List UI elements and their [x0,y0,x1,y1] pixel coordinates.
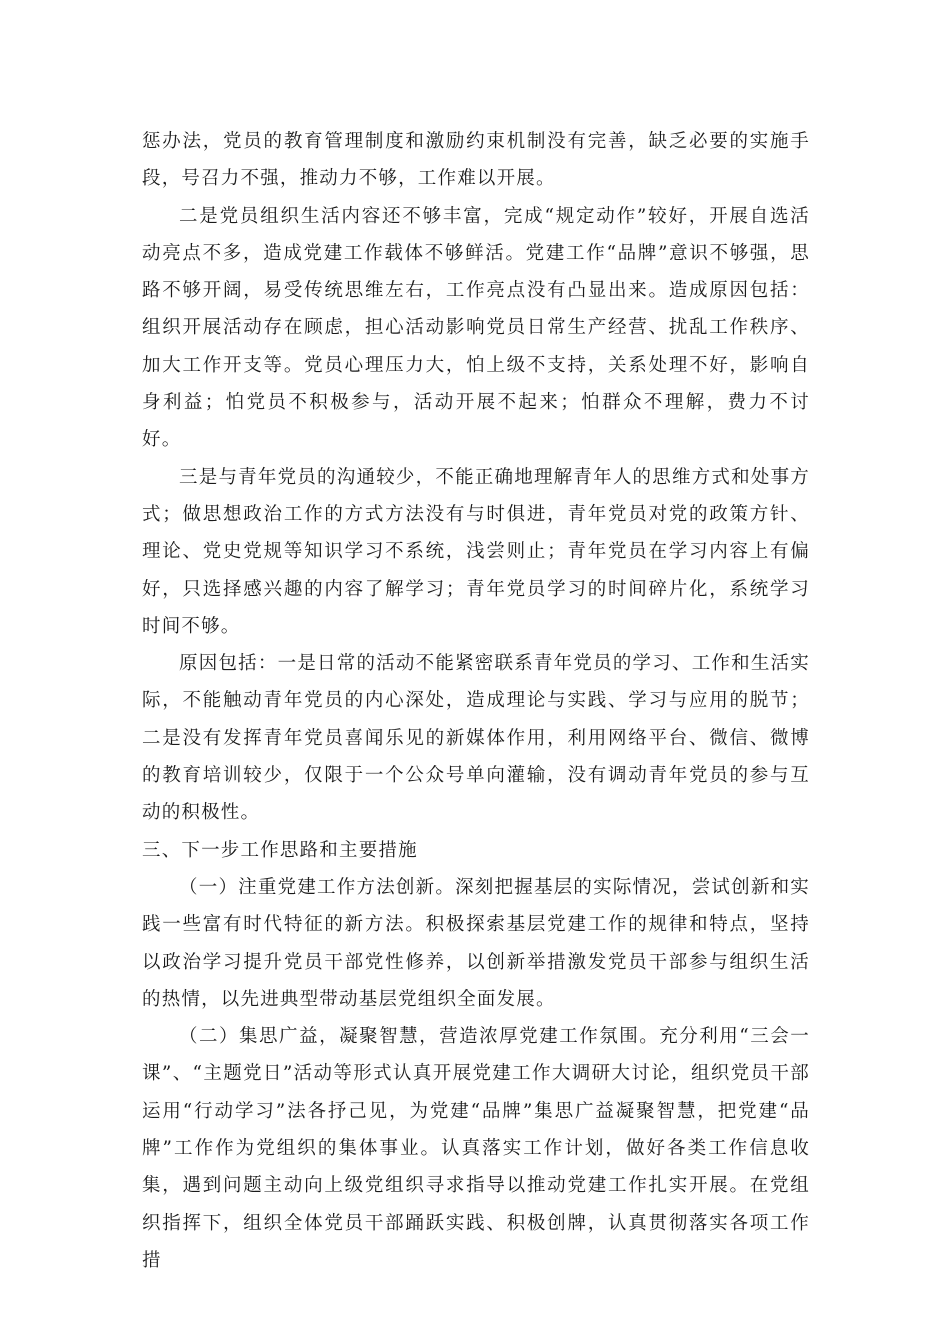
paragraph-continuation: 惩办法，党员的教育管理制度和激励约束机制没有完善，缺乏必要的实施手段，号召力不强，推动力不够，工作难以开展。 [142,131,810,190]
paragraph-party-life-issues: 二是党员组织生活内容还不够丰富，完成“规定动作”较好，开展自选活动亮点不多，造成党建工作载体不够鲜活。党建工作“品牌”意识不够强，思路不够开阔，易受传统思维左右，工作亮点没有凸显出来。造成原因包括：组织开展活动存在顾虑，担心活动影响党员日常生产经营、扰乱工作秩序、加大工作开支等。党员心理压力大，怕上级不支持，关系处理不好，影响自身利益；怕党员不积极参与，活动开展不起来；怕群众不理解，费力不讨好。 [142,205,810,451]
paragraph-measure-one: （一）注重党建工作方法创新。深刻把握基层的实际情况，尝试创新和实践一些富有时代特征的新方法。积极探索基层党建工作的规律和特点，坚持以政治学习提升党员干部党性修养，以创新举措激发党员干部参与组织生活的热情，以先进典型带动基层党组织全面发展。 [142,876,810,1010]
section-heading: 三、下一步工作思路和主要措施 [142,839,418,861]
paragraph-causes: 原因包括：一是日常的活动不能紧密联系青年党员的学习、工作和生活实际，不能触动青年党员的内心深处，造成理论与实践、学习与应用的脱节；二是没有发挥青年党员喜闻乐见的新媒体作用，利用网络平台、微信、微博的教育培训较少，仅限于一个公众号单向灌输，没有调动青年党员的参与互动的积极性。 [142,653,810,824]
document-body [142,123,810,1279]
paragraph-youth-communication: 三是与青年党员的沟通较少，不能正确地理解青年人的思维方式和处事方式；做思想政治工作的方式方法没有与时俱进，青年党员对党的政策方针、理论、党史党规等知识学习不系统，浅尝则止；青年党员在学习内容上有偏好，只选择感兴趣的内容了解学习；青年党员学习的时间碎片化，系统学习时间不够。 [142,466,810,637]
paragraph-measure-two: （二）集思广益，凝聚智慧，营造浓厚党建工作氛围。充分利用“三会一课”、“主题党日”活动等形式认真开展党建工作大调研大讨论，组织党员干部运用“行动学习”法各抒己见，为党建“品牌”集思广益凝聚智慧，把党建“品牌”工作作为党组织的集体事业。认真落实工作计划，做好各类工作信息收集，遇到问题主动向上级党组织寻求指导以推动党建工作扎实开展。在党组织指挥下，组织全体党员干部踊跃实践、积极创牌，认真贯彻落实各项工作措 [142,1026,810,1271]
